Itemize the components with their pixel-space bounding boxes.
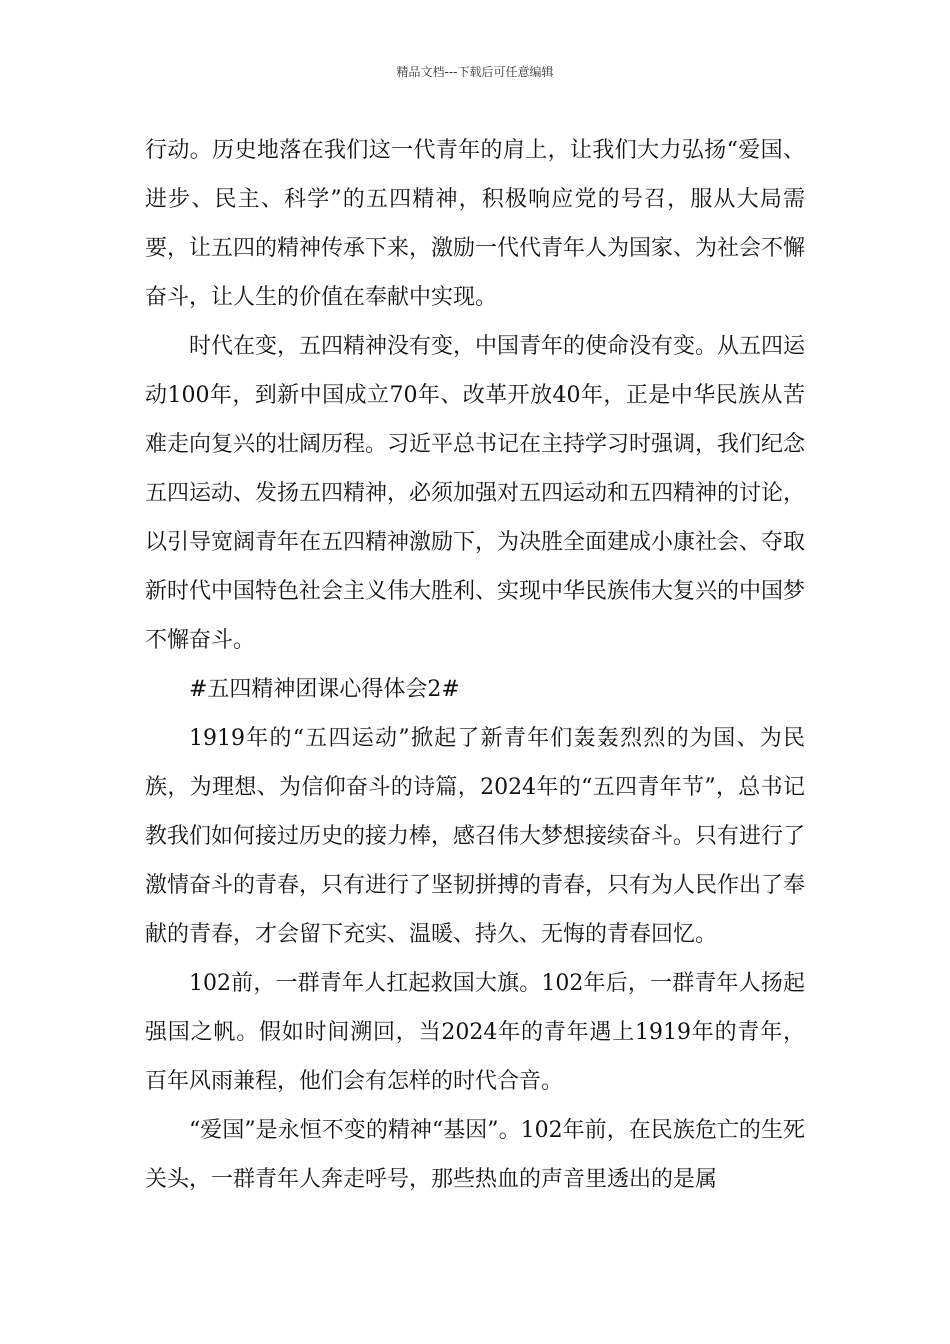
- paragraph-1: 行动。历史地落在我们这一代青年的肩上，让我们大力弘扬“爱国、进步、民主、科学”的五四精神，积极响应党的号召，服从大局需要，让五四的精神传承下来，激励一代代青年人为国家、为社会不懈奋斗，让人生的价值在奉献中实现。: [145, 138, 806, 310]
- paragraph-3: 1919年的“五四运动”掀起了新青年们轰轰烈烈的为国、为民族，为理想、为信仰奋斗的诗篇，2024年的“五四青年节”，总书记教我们如何接过历史的接力棒，感召伟大梦想接续奋斗。只有进行了激情奋斗的青春，只有进行了坚韧拼搏的青春，只有为人民作出了奉献的青春，才会留下充实、温暖、持久、无悔的青春回忆。: [145, 726, 806, 947]
- paragraph-5: “爱国”是永恒不变的精神“基因”。102年前，在民族危亡的生死关头，一群青年人奔走呼号，那些热血的声音里透出的是属: [145, 1118, 805, 1192]
- page-header: 精品文档---下载后可任意编辑: [396, 65, 554, 79]
- document-body: [145, 126, 805, 1204]
- paragraph-4: 102前，一群青年人扛起救国大旗。102年后，一群青年人扬起强国之帆。假如时间溯回，当2024年的青年遇上1919年的青年，百年风雨兼程，他们会有怎样的时代合音。: [145, 971, 805, 1094]
- section-heading: #五四精神团课心得体会2#: [189, 677, 460, 702]
- paragraph-2: 时代在变，五四精神没有变，中国青年的使命没有变。从五四运动100年，到新中国成立70年、改革开放40年，正是中华民族从苦难走向复兴的壮阔历程。习近平总书记在主持学习时强调，我们纪念五四运动、发扬五四精神，必须加强对五四运动和五四精神的讨论，以引导宽阔青年在五四精神激励下，为决胜全面建成小康社会、夺取新时代中国特色社会主义伟大胜利、实现中华民族伟大复兴的中国梦不懈奋斗。: [145, 334, 806, 653]
